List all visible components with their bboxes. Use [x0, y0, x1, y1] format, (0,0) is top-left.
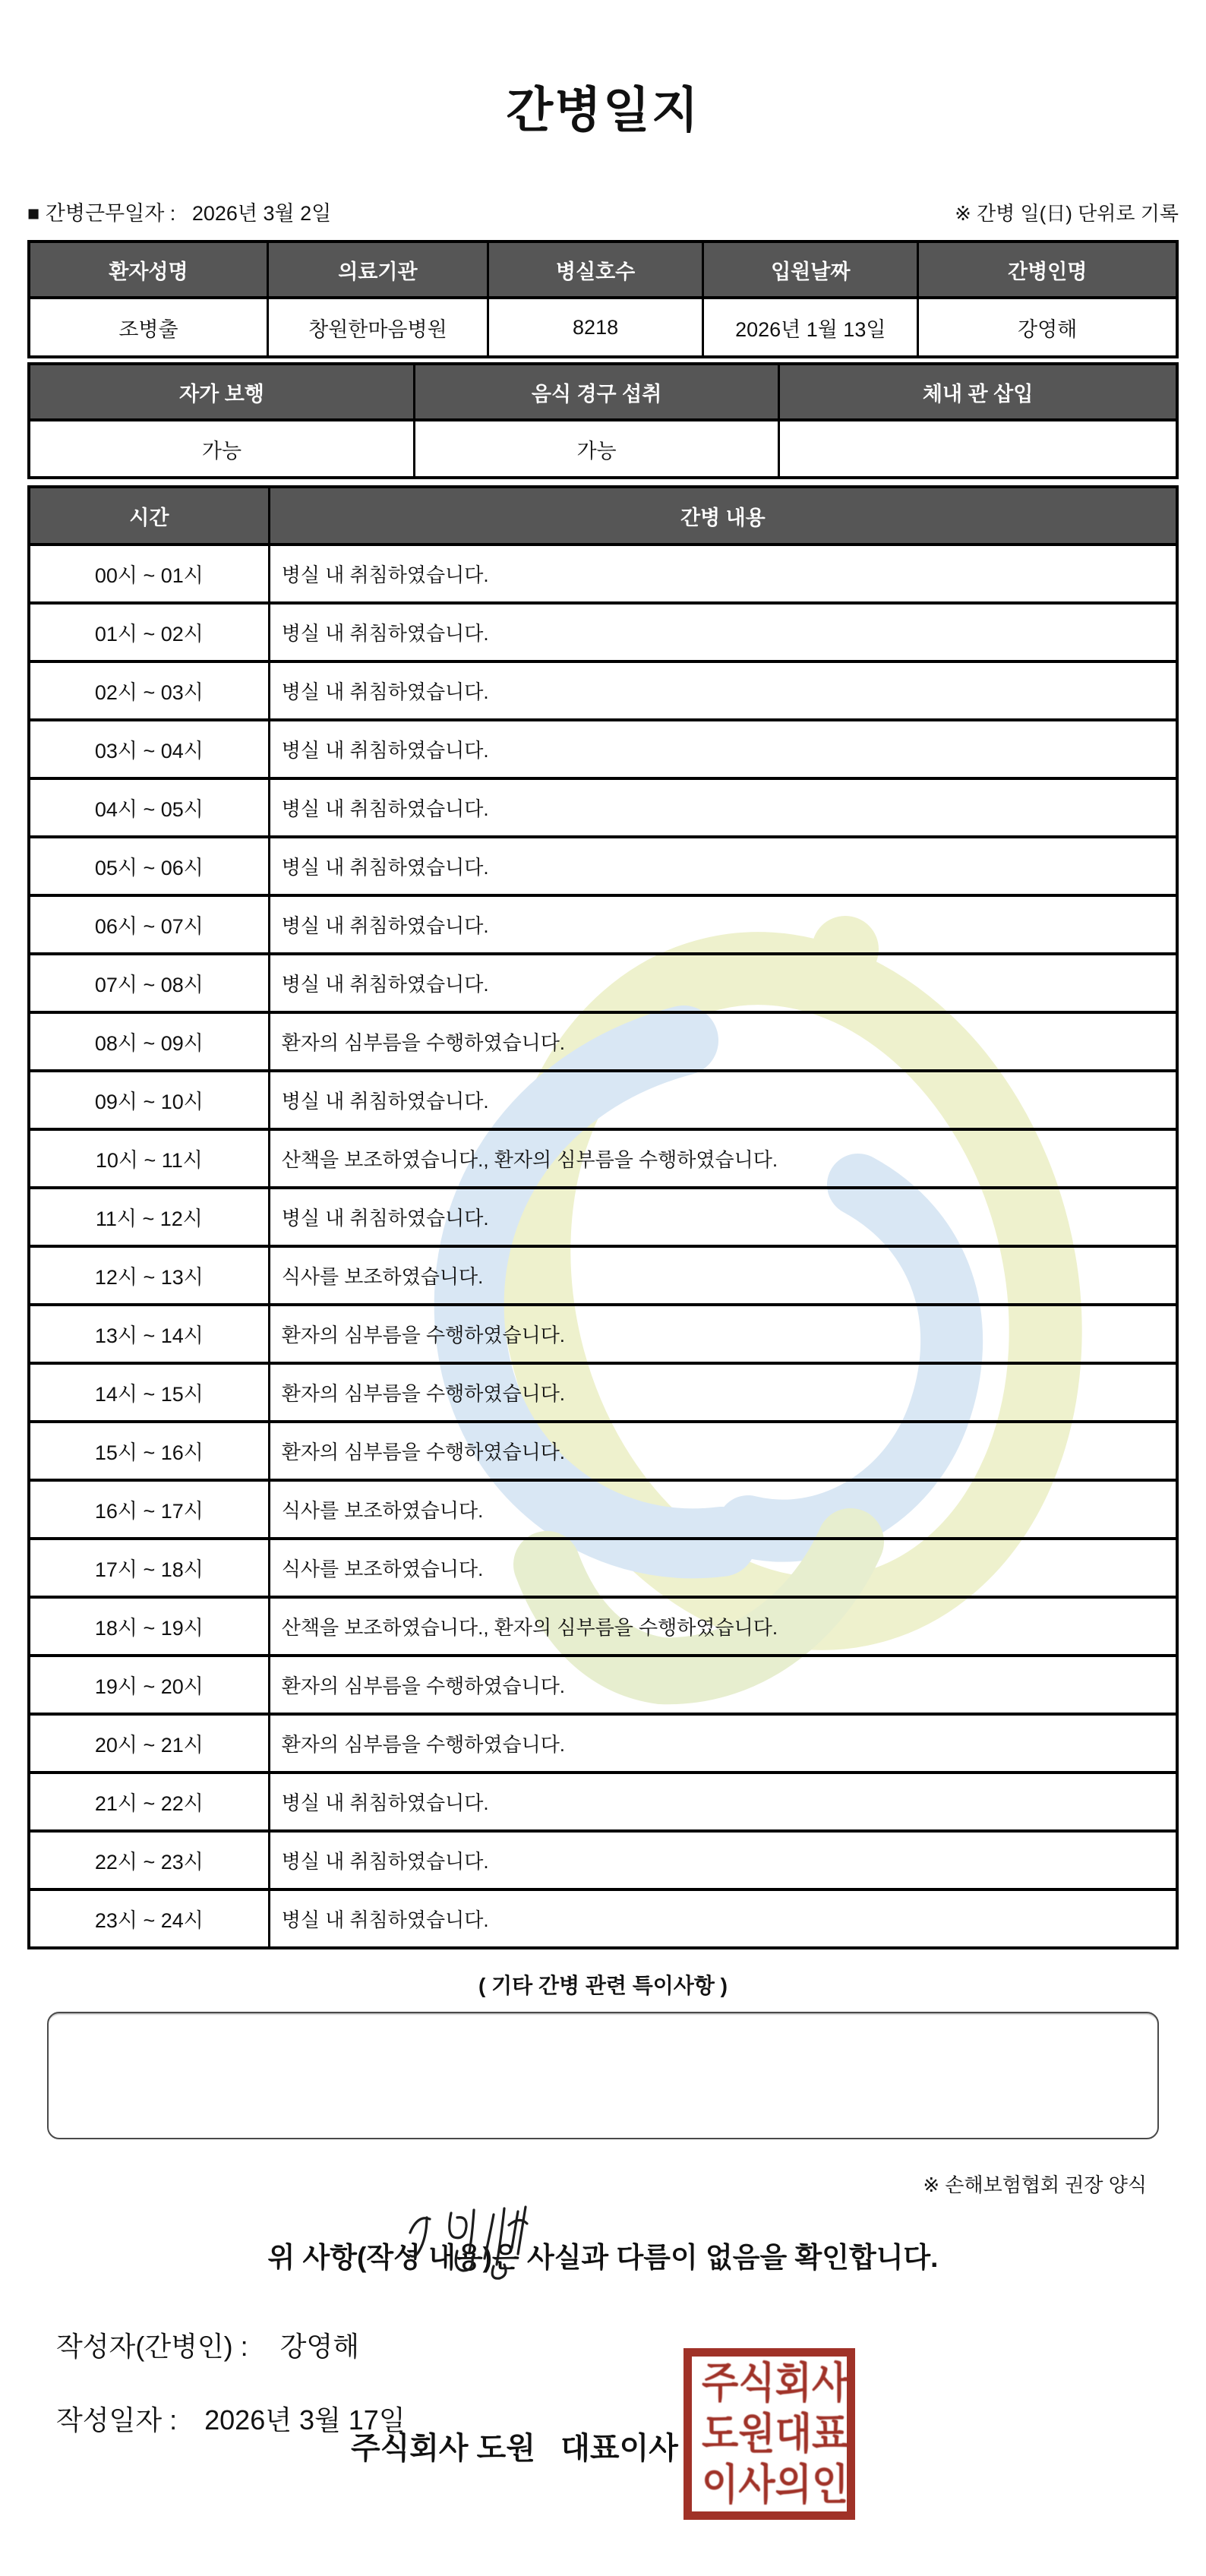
care-content-cell: 병실 내 취침하였습니다.: [281, 973, 489, 996]
time-cell: 16시 ~ 17시: [30, 1482, 270, 1537]
care-content-cell: 병실 내 취침하였습니다.: [281, 680, 489, 704]
care-content-cell: 식사를 보조하였습니다.: [281, 1265, 484, 1289]
time-cell: 03시 ~ 04시: [30, 721, 270, 777]
time-column-header: 시간: [30, 488, 270, 543]
care-content-cell: 병실 내 취침하였습니다.: [281, 564, 489, 587]
table-row: [30, 1482, 1176, 1540]
time-cell: 21시 ~ 22시: [30, 1774, 270, 1829]
care-log-table: [27, 485, 1179, 1949]
unit-note: ※ 간병 일(日) 단위로 기록: [955, 202, 1179, 226]
patient-info-table: [27, 240, 1179, 358]
status-header-cell: 체내 관 삽입: [780, 365, 1176, 418]
confirmation-statement: 위 사항(작성 내용)은 사실과 다름이 없음을 확인합니다.: [267, 2242, 939, 2274]
time-cell: 19시 ~ 20시: [30, 1657, 270, 1713]
patient-value-row: [30, 299, 1176, 355]
care-content-cell: 병실 내 취침하였습니다.: [281, 1792, 489, 1815]
seal-text-row: 도 원 대 표: [702, 2410, 849, 2458]
patient-value-cell: 강영해: [1018, 317, 1078, 341]
writer-label: 작성자(간병인) :: [56, 2331, 248, 2363]
time-cell: 07시 ~ 08시: [30, 955, 270, 1011]
table-row: [30, 1014, 1176, 1072]
patient-header-row: [30, 243, 1176, 299]
handwritten-signature: [404, 2204, 548, 2287]
written-date-label: 작성일자 :: [56, 2404, 178, 2436]
care-header-row: [30, 488, 1176, 546]
table-row: [30, 546, 1176, 605]
care-content-cell: 식사를 보조하였습니다.: [281, 1558, 484, 1581]
form-standard-note: ※ 손해보험협회 권장 양식: [923, 2174, 1147, 2197]
table-row: [30, 663, 1176, 721]
care-content-cell: 환자의 심부름을 수행하였습니다.: [281, 1324, 566, 1347]
care-content-cell: 환자의 심부름을 수행하였습니다.: [281, 1382, 566, 1406]
time-cell: 14시 ~ 15시: [30, 1365, 270, 1420]
time-cell: 22시 ~ 23시: [30, 1833, 270, 1888]
patient-header-cell: 의료기관: [269, 243, 489, 296]
care-content-cell: 산책을 보조하였습니다., 환자의 심부름을 수행하였습니다.: [281, 1616, 778, 1640]
time-cell: 10시 ~ 11시: [30, 1131, 270, 1186]
writer-name: 강영해: [279, 2331, 359, 2363]
status-header-cell: 음식 경구 섭취: [415, 365, 780, 418]
company-ceo-line: 주식회사 도원 대표이사: [351, 2432, 678, 2465]
time-cell: 02시 ~ 03시: [30, 663, 270, 718]
time-cell: 17시 ~ 18시: [30, 1540, 270, 1596]
status-header-row: [30, 365, 1176, 421]
patient-header-cell: 간병인명: [919, 243, 1176, 296]
patient-header-cell: 환자성명: [30, 243, 269, 296]
time-cell: 12시 ~ 13시: [30, 1248, 270, 1303]
table-row: [30, 1833, 1176, 1891]
care-content-cell: 환자의 심부름을 수행하였습니다.: [281, 1031, 566, 1055]
work-date-label: ■ 간병근무일자 :: [27, 202, 176, 226]
table-row: [30, 955, 1176, 1014]
time-cell: 18시 ~ 19시: [30, 1599, 270, 1654]
status-header-cell: 자가 보행: [30, 365, 415, 418]
time-cell: 23시 ~ 24시: [30, 1891, 270, 1946]
table-row: [30, 721, 1176, 780]
table-row: [30, 1072, 1176, 1131]
care-content-cell: 환자의 심부름을 수행하였습니다.: [281, 1441, 566, 1464]
care-content-cell: 병실 내 취침하였습니다.: [281, 1090, 489, 1113]
company-seal: [684, 2348, 855, 2520]
time-cell: 15시 ~ 16시: [30, 1423, 270, 1479]
time-cell: 08시 ~ 09시: [30, 1014, 270, 1069]
care-content-cell: 병실 내 취침하였습니다.: [281, 1850, 489, 1874]
table-row: [30, 1189, 1176, 1248]
patient-status-table: [27, 362, 1179, 479]
work-date-line: [27, 197, 331, 226]
table-row: [30, 1540, 1176, 1599]
table-row: [30, 1248, 1176, 1306]
time-cell: 00시 ~ 01시: [30, 546, 270, 601]
time-cell: 04시 ~ 05시: [30, 780, 270, 835]
page-title: 간병일지: [506, 83, 700, 137]
content-column-header: 간병 내용: [270, 488, 1176, 543]
table-row: [30, 1365, 1176, 1423]
care-content-cell: 병실 내 취침하였습니다.: [281, 914, 489, 938]
care-content-cell: 병실 내 취침하였습니다.: [281, 856, 489, 879]
time-cell: 20시 ~ 21시: [30, 1716, 270, 1771]
table-row: [30, 1774, 1176, 1833]
written-date-value: 2026년 3월 17일: [204, 2404, 406, 2436]
time-cell: 01시 ~ 02시: [30, 605, 270, 660]
notes-heading: ( 기타 간병 관련 특이사항 ): [478, 1974, 728, 1998]
table-row: [30, 1716, 1176, 1774]
time-cell: 06시 ~ 07시: [30, 897, 270, 952]
status-value-cell: 가능: [30, 421, 415, 476]
care-content-cell: 병실 내 취침하였습니다.: [281, 1207, 489, 1230]
patient-header-cell: 입원날짜: [704, 243, 919, 296]
care-content-cell: 산책을 보조하였습니다., 환자의 심부름을 수행하였습니다.: [281, 1148, 778, 1172]
table-row: [30, 1599, 1176, 1657]
time-cell: 09시 ~ 10시: [30, 1072, 270, 1128]
patient-value-cell: 8218: [489, 299, 704, 355]
table-row: [30, 780, 1176, 838]
patient-value-cell: 2026년 1월 13일: [704, 299, 919, 355]
table-row: [30, 1657, 1176, 1716]
care-content-cell: 환자의 심부름을 수행하였습니다.: [281, 1733, 566, 1757]
seal-text-row: 이 사 의 인: [702, 2461, 849, 2509]
time-cell: 13시 ~ 14시: [30, 1306, 270, 1362]
status-value-cell: 가능: [415, 421, 780, 476]
seal-text-row: 주 식 회 사: [702, 2359, 849, 2407]
time-cell: 11시 ~ 12시: [30, 1189, 270, 1245]
care-content-cell: 병실 내 취침하였습니다.: [281, 1908, 489, 1932]
table-row: [30, 1891, 1176, 1946]
table-row: [30, 1306, 1176, 1365]
writer-line: [56, 2325, 1206, 2364]
patient-header-cell: 병실호수: [489, 243, 704, 296]
table-row: [30, 897, 1176, 955]
table-row: [30, 838, 1176, 897]
care-content-cell: 병실 내 취침하였습니다.: [281, 797, 489, 821]
status-value-row: [30, 421, 1176, 476]
care-content-cell: 병실 내 취침하였습니다.: [281, 739, 489, 762]
patient-value-cell: 창원한마음병원: [269, 299, 489, 355]
table-row: [30, 605, 1176, 663]
care-content-cell: 환자의 심부름을 수행하였습니다.: [281, 1675, 566, 1698]
table-row: [30, 1131, 1176, 1189]
status-value-cell: [780, 421, 1176, 476]
table-row: [30, 1423, 1176, 1482]
care-content-cell: 병실 내 취침하였습니다.: [281, 622, 489, 646]
patient-value-cell: 조병출: [30, 299, 269, 355]
meta-row: [27, 197, 1179, 226]
care-content-cell: 식사를 보조하였습니다.: [281, 1499, 484, 1523]
work-date-value: 2026년 3월 2일: [191, 202, 332, 226]
time-cell: 05시 ~ 06시: [30, 838, 270, 894]
notes-box: [47, 2012, 1159, 2139]
